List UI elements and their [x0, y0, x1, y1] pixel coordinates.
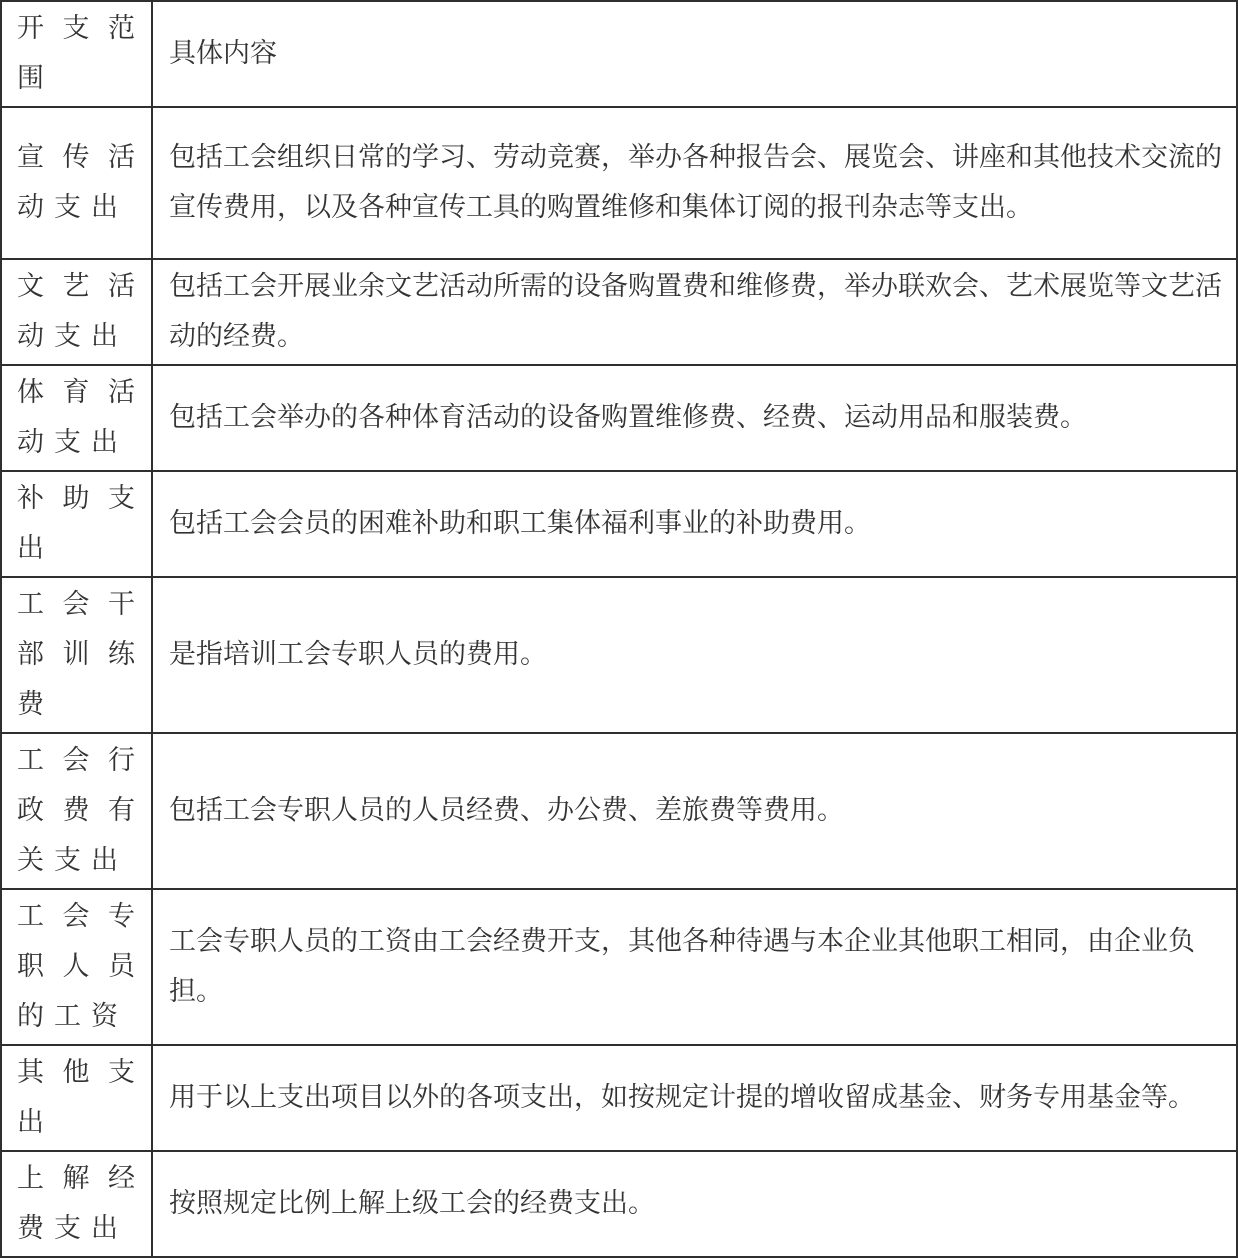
category-cell: 工会专职人员的工资 [1, 889, 152, 1045]
category-cell: 补助支出 [1, 471, 152, 577]
content-cell: 工会专职人员的工资由工会经费开支，其他各种待遇与本企业其他职工相同，由企业负担。 [152, 889, 1237, 1045]
content-cell: 包括工会举办的各种体育活动的设备购置维修费、经费、运动用品和服装费。 [152, 365, 1237, 471]
content-cell: 包括工会开展业余文艺活动所需的设备购置费和维修费，举办联欢会、艺术展览等文艺活动的经费。 [152, 259, 1237, 365]
header-row [1, 1, 1237, 107]
category-cell: 其他支出 [1, 1045, 152, 1151]
category-cell: 工会干部训练费 [1, 577, 152, 733]
table-row [1, 1151, 1237, 1257]
content-cell: 包括工会组织日常的学习、劳动竞赛，举办各种报告会、展览会、讲座和其他技术交流的宣传费用，以及各种宣传工具的购置维修和集体订阅的报刊杂志等支出。 [152, 107, 1237, 259]
content-cell: 包括工会会员的困难补助和职工集体福利事业的补助费用。 [152, 471, 1237, 577]
content-cell: 用于以上支出项目以外的各项支出，如按规定计提的增收留成基金、财务专用基金等。 [152, 1045, 1237, 1151]
header-content-cell: 具体内容 [152, 1, 1237, 107]
category-cell: 体育活动支出 [1, 365, 152, 471]
table-row [1, 889, 1237, 1045]
content-cell: 是指培训工会专职人员的费用。 [152, 577, 1237, 733]
header-category-cell: 开支范围 [1, 1, 152, 107]
table-row [1, 1045, 1237, 1151]
content-cell: 按照规定比例上解上级工会的经费支出。 [152, 1151, 1237, 1257]
category-cell: 宣传活动支出 [1, 107, 152, 259]
category-cell: 文艺活动支出 [1, 259, 152, 365]
table-row [1, 107, 1237, 259]
table-row [1, 365, 1237, 471]
content-cell: 包括工会专职人员的人员经费、办公费、差旅费等费用。 [152, 733, 1237, 889]
table-row [1, 577, 1237, 733]
category-cell: 上解经费支出 [1, 1151, 152, 1257]
category-cell: 工会行政费有关支出 [1, 733, 152, 889]
table-row [1, 733, 1237, 889]
table-row [1, 471, 1237, 577]
table-row [1, 259, 1237, 365]
